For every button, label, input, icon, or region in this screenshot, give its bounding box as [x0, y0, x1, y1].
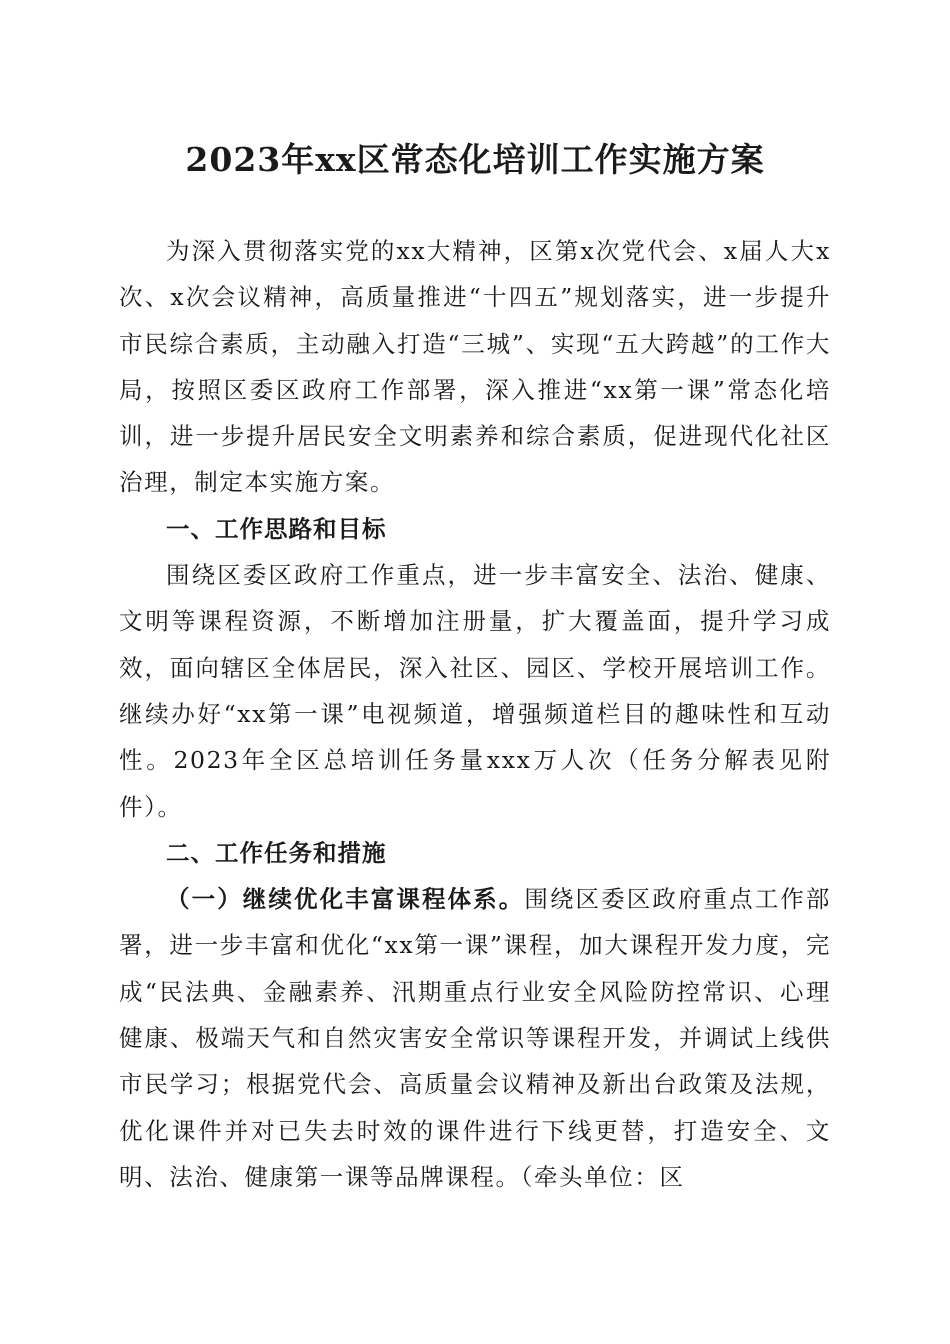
section-2-item-1-lead: （一）继续优化丰富课程体系。 [166, 885, 525, 914]
section-1-paragraph: 围绕区委区政府工作重点，进一步丰富安全、法治、健康、文明等课程资源，不断增加注册量，扩大覆盖面，提升学习成效，面向辖区全体居民，深入社区、园区、学校开展培训工作。继续办好“xx第一课”电视频道，增强频道栏目的趣味性和互动性。2023年全区总培训任务量xxx万人次（任务分解表见附件）。 [119, 561, 831, 821]
section-2-item-1-paragraph [119, 876, 831, 1200]
section-2-heading: 二、工作任务和措施 [166, 838, 387, 867]
document-title: 2023年xx区常态化培训工作实施方案 [185, 140, 765, 179]
section-2-item-1-text: 围绕区委区政府重点工作部署，进一步丰富和优化“xx第一课”课程，加大课程开发力度，完成“民法典、金融素养、汛期重点行业安全风险防控常识、心理健康、极端天气和自然灾害安全常识等课程开发，并调试上线供市民学习；根据党代会、高质量会议精神及新出台政策及法规，优化课件并对已失去时效的课件进行下线更替，打造安全、文明、法治、健康第一课等品牌课程。（牵头单位：区 [119, 885, 831, 1191]
section-1-heading: 一、工作思路和目标 [166, 514, 387, 543]
intro-paragraph: 为深入贯彻落实党的xx大精神，区第x次党代会、x届人大x次、x次会议精神，高质量推进“十四五”规划落实，进一步提升市民综合素质，主动融入打造“三城”、实现“五大跨越”的工作大局，按照区委区政府工作部署，深入推进“xx第一课”常态化培训，进一步提升居民安全文明素养和综合素质，促进现代化社区治理，制定本实施方案。 [119, 237, 831, 497]
document-body [119, 228, 831, 1200]
